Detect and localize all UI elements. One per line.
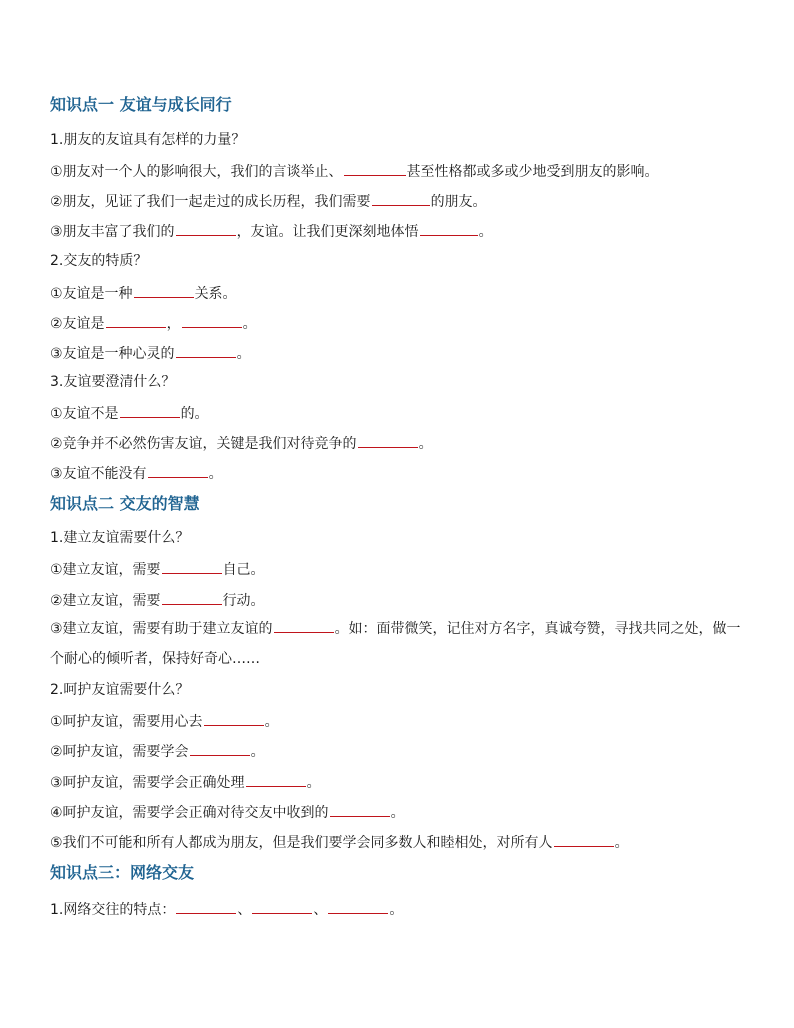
- answer-blank[interactable]: [120, 402, 180, 418]
- fill-in-line: [50, 342, 750, 364]
- fill-in-line: [50, 312, 750, 334]
- line-text: ①呵护友谊，需要用心去: [50, 714, 203, 730]
- line-text: 、: [313, 902, 328, 918]
- line-text: 。: [208, 466, 223, 482]
- answer-blank[interactable]: [190, 740, 250, 756]
- fill-in-line: [50, 220, 750, 242]
- line-text: ①友谊不是: [50, 406, 119, 422]
- answer-blank[interactable]: [358, 432, 418, 448]
- line-text: 行动。: [222, 593, 265, 609]
- answer-blank[interactable]: [106, 312, 166, 328]
- line-text: ，: [166, 316, 181, 332]
- line-text: 。: [614, 835, 629, 851]
- fill-in-line: [50, 558, 750, 580]
- line-text: ②友谊是: [50, 316, 105, 332]
- answer-blank[interactable]: [554, 831, 614, 847]
- line-text: 。: [306, 775, 321, 791]
- answer-blank[interactable]: [162, 589, 222, 605]
- question-label: 2.呵护友谊需要什么？: [50, 682, 190, 698]
- answer-blank[interactable]: [372, 190, 430, 206]
- fill-in-line: [50, 801, 750, 823]
- line-text: ③建立友谊，需要有助于建立友谊的: [50, 621, 273, 637]
- question-label: 1.朋友的友谊具有怎样的力量？: [50, 132, 246, 148]
- answer-blank[interactable]: [182, 312, 242, 328]
- answer-blank[interactable]: [134, 282, 194, 298]
- fill-in-line: [50, 160, 750, 182]
- question-label: 3.友谊要澄清什么？: [50, 374, 176, 390]
- line-text: ①建立友谊，需要: [50, 562, 161, 578]
- question-label: 2.交友的特质？: [50, 253, 148, 269]
- line-text: ③友谊是一种心灵的: [50, 346, 175, 362]
- line-text: ③友谊不能没有: [50, 466, 147, 482]
- fill-in-line: [50, 282, 750, 304]
- line-text: ①朋友对一个人的影响很大，我们的言谈举止、: [50, 164, 343, 180]
- answer-blank[interactable]: [148, 462, 208, 478]
- line-text: ③呵护友谊，需要学会正确处理: [50, 775, 245, 791]
- fill-in-line: [50, 898, 750, 920]
- answer-blank[interactable]: [420, 220, 478, 236]
- line-text: 。: [389, 902, 404, 918]
- answer-blank[interactable]: [204, 710, 264, 726]
- fill-in-line: [50, 614, 750, 674]
- line-text: ，友谊。让我们更深刻地体悟: [236, 224, 419, 240]
- line-text: ①友谊是一种: [50, 286, 133, 302]
- question-label: 1.建立友谊需要什么？: [50, 530, 190, 546]
- line-text: 。: [390, 805, 405, 821]
- section-heading: 知识点二 交友的智慧: [50, 494, 200, 513]
- line-text: ⑤我们不可能和所有人都成为朋友，但是我们要学会同多数人和睦相处，对所有人: [50, 835, 553, 851]
- fill-in-line: [50, 740, 750, 762]
- section-heading: 知识点一 友谊与成长同行: [50, 95, 232, 114]
- answer-blank[interactable]: [246, 771, 306, 787]
- line-text: ④呵护友谊，需要学会正确对待交友中收到的: [50, 805, 329, 821]
- line-text: ②建立友谊，需要: [50, 593, 161, 609]
- line-text: ②呵护友谊，需要学会: [50, 744, 189, 760]
- fill-in-line: [50, 402, 750, 424]
- fill-in-line: [50, 710, 750, 732]
- fill-in-line: [50, 190, 750, 212]
- fill-in-line: [50, 432, 750, 454]
- answer-blank[interactable]: [176, 220, 236, 236]
- line-text: 。: [264, 714, 279, 730]
- answer-blank[interactable]: [176, 898, 236, 914]
- line-text: 。: [250, 744, 265, 760]
- answer-blank[interactable]: [162, 558, 222, 574]
- line-text: 的。: [180, 406, 209, 422]
- line-text: 自己。: [222, 562, 265, 578]
- fill-in-line: [50, 771, 750, 793]
- line-text: 。如：面带微笑，记住对方名字，真诚夸赞，寻找共同之处，做一个耐心的倾听者，保持好奇心……: [50, 621, 741, 667]
- section-heading: 知识点三：网络交友: [50, 863, 195, 882]
- fill-in-line: [50, 831, 750, 853]
- fill-in-line: [50, 589, 750, 611]
- answer-blank[interactable]: [328, 898, 388, 914]
- line-text: ③朋友丰富了我们的: [50, 224, 175, 240]
- answer-blank[interactable]: [252, 898, 312, 914]
- answer-blank[interactable]: [330, 801, 390, 817]
- answer-blank[interactable]: [344, 160, 406, 176]
- fill-in-line: [50, 462, 750, 484]
- line-text: 关系。: [194, 286, 237, 302]
- question-label: 1.网络交往的特点：: [50, 902, 176, 918]
- line-text: ②朋友，见证了我们一起走过的成长历程，我们需要: [50, 194, 371, 210]
- line-text: 、: [237, 902, 252, 918]
- line-text: 的朋友。: [430, 194, 487, 210]
- line-text: 。: [236, 346, 251, 362]
- answer-blank[interactable]: [274, 617, 334, 633]
- line-text: 。: [478, 224, 493, 240]
- answer-blank[interactable]: [176, 342, 236, 358]
- line-text: 甚至性格都或多或少地受到朋友的影响。: [406, 164, 659, 180]
- line-text: 。: [418, 436, 433, 452]
- line-text: ②竞争并不必然伤害友谊，关键是我们对待竞争的: [50, 436, 357, 452]
- line-text: 。: [242, 316, 257, 332]
